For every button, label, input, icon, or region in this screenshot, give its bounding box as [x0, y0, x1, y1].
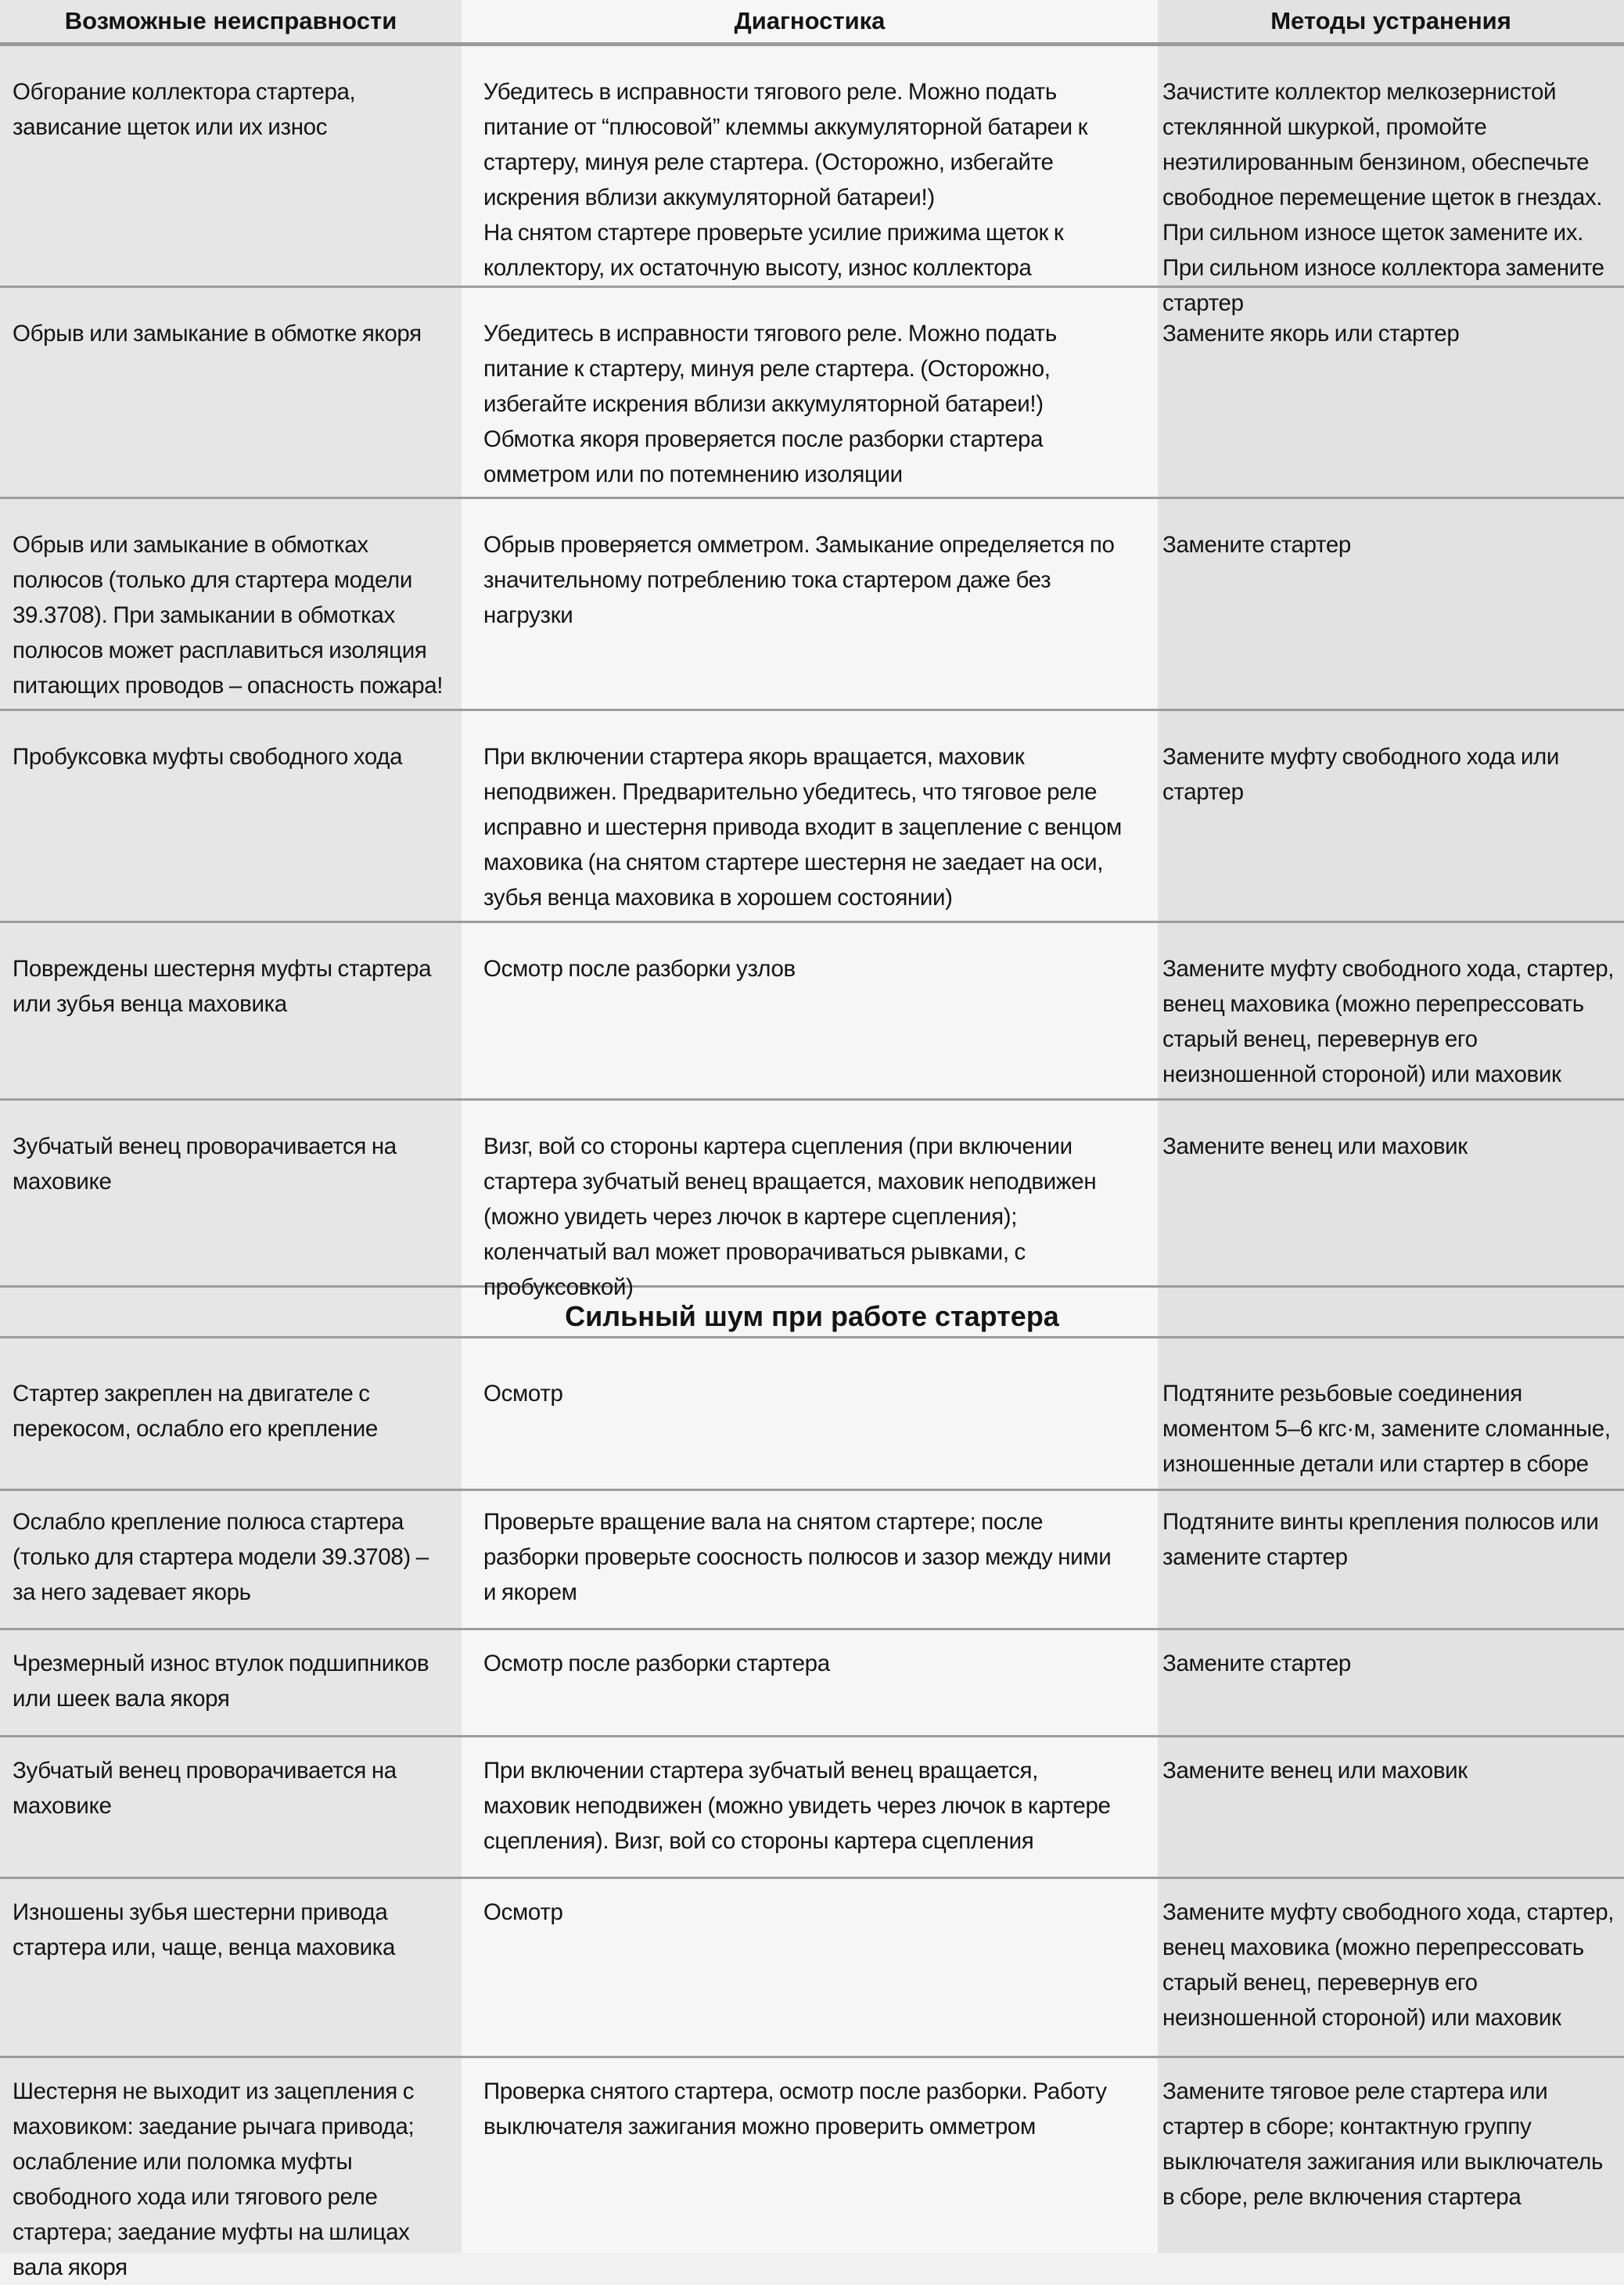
diagnosis-paragraph: Осмотр	[483, 1381, 563, 1407]
diagnosis-cell	[483, 2074, 1122, 2144]
table-row	[0, 46, 1624, 316]
remedy-cell: Замените тяговое реле стартера или стартер в сборе; контактную группу выключателя зажигания или выключатель в сборе, реле включения стартера	[1162, 2078, 1604, 2210]
remedy-cell: Подтяните винты крепления полюсов или замените стартер	[1162, 1509, 1599, 1570]
fault-cell: Зубчатый венец проворачивается на маховике	[13, 1134, 397, 1195]
table-row	[0, 1101, 1624, 1300]
table-header	[0, 0, 1624, 46]
fault-cell: Обгорание коллектора стартера, зависание щеток или их износ	[13, 79, 356, 140]
remedy-cell: Замените муфту свободного хода, стартер, венец маховика (можно перепрессовать старый венец, перевернув его неизношенной стороной) или маховик	[1162, 1899, 1615, 2031]
diagnosis-paragraph: Убедитесь в исправности тягового реле. Можно подать питание от “плюсовой” клеммы аккумуляторной батареи к стартеру, минуя реле стартера. (Осторожно, избегайте искрения вблизи аккумуляторной батареи!)	[483, 79, 1088, 210]
fault-cell: Обрыв или замыкание в обмотках полюсов (только для стартера модели 39.3708). При замыкании в обмотках полюсов может расплавиться изоляция питающих проводов – опасность пожара!	[13, 532, 444, 699]
remedy-cell: Подтяните резьбовые соединения моментом 5–6 кгс·м, замените сломанные, изношенные детали или стартер в сборе	[1162, 1381, 1611, 1477]
diagnosis-paragraph: Осмотр после разборки стартера	[483, 1651, 830, 1676]
diagnosis-paragraph: Осмотр	[483, 1899, 563, 1925]
remedy-cell: Замените венец или маховик	[1162, 1134, 1468, 1159]
table-row	[0, 1737, 1624, 1879]
header-faults: Возможные неисправности	[64, 7, 397, 34]
diagnosis-cell	[483, 1376, 1122, 1411]
diagnosis-cell	[483, 1504, 1122, 1610]
diagnosis-cell	[483, 1646, 1122, 1681]
diagnosis-paragraph: Проверка снятого стартера, осмотр после разборки. Работу выключателя зажигания можно проверить омметром	[483, 2078, 1107, 2139]
diagnosis-paragraph: Обмотка якоря проверяется после разборки стартера омметром или по потемнению изоляции	[483, 426, 1044, 487]
diagnosis-cell	[483, 527, 1122, 633]
fault-cell: Зубчатый венец проворачивается на маховике	[13, 1758, 397, 1819]
diagnosis-paragraph: Убедитесь в исправности тягового реле. Можно подать питание к стартеру, минуя реле стартера. (Осторожно, избегайте искрения вблизи аккумуляторной батареи!)	[483, 321, 1057, 417]
table-row	[0, 711, 1624, 923]
remedy-cell: Зачистите коллектор мелкозернистой стеклянной шкуркой, промойте неэтилированным бензином, обеспечьте свободное перемещение щеток в гнездах. При сильном износе щеток замените их. При сильном износе коллектора замените стартер	[1162, 79, 1604, 316]
remedy-cell: Замените якорь или стартер	[1162, 321, 1460, 347]
diagnosis-paragraph: При включении стартера зубчатый венец вращается, маховик неподвижен (можно увидеть через лючок в картере сцепления). Визг, вой со стороны картера сцепления	[483, 1758, 1111, 1854]
table-row	[0, 1336, 1624, 1491]
diagnosis-paragraph: Визг, вой со стороны картера сцепления (при включении стартера зубчатый венец вращается, маховик неподвижен (можно увидеть через лючок в картере сцепления); коленчатый вал может проворачиваться рывками, с пробуксовкой)	[483, 1134, 1097, 1300]
diagnosis-cell	[483, 739, 1122, 915]
fault-cell: Повреждены шестерня муфты стартера или зубья венца маховика	[13, 956, 432, 1017]
fault-cell: Обрыв или замыкание в обмотке якоря	[13, 321, 422, 347]
remedy-cell: Замените стартер	[1162, 532, 1351, 558]
header-diagnosis: Диагностика	[734, 7, 886, 34]
fault-cell: Ослабло крепление полюса стартера (только для стартера модели 39.3708) – за него задевает якорь	[13, 1509, 429, 1605]
remedy-cell: Замените муфту свободного хода, стартер, венец маховика (можно перепрессовать старый венец, перевернув его неизношенной стороной) или маховик	[1162, 956, 1615, 1087]
table-row	[0, 1630, 1624, 1737]
table-row	[0, 1879, 1624, 2058]
diagnosis-paragraph: При включении стартера якорь вращается, маховик неподвижен. Предварительно убедитесь, что тяговое реле исправно и шестерня привода входит в зацепление с венцом маховика (на снятом стартере шестерня не заедает на оси, зубья венца маховика в хорошем состоянии)	[483, 744, 1122, 911]
diagnosis-paragraph: Проверьте вращение вала на снятом стартере; после разборки проверьте соосность полюсов и зазор между ними и якорем	[483, 1509, 1112, 1605]
fault-cell: Стартер закреплен на двигателе с перекосом, ослабло его крепление	[13, 1381, 378, 1442]
diagnosis-paragraph: Осмотр после разборки узлов	[483, 956, 796, 982]
section-title: Сильный шум при работе стартера	[565, 1300, 1059, 1332]
diagnosis-cell	[483, 951, 1122, 986]
fault-cell: Изношены зубья шестерни привода стартера или, чаще, венца маховика	[13, 1899, 396, 1960]
diagnosis-cell	[483, 1129, 1122, 1305]
table-row	[0, 1489, 1624, 1630]
diagnosis-paragraph: На снятом стартере проверьте усилие прижима щеток к коллектору, их остаточную высоту, износ коллектора	[483, 220, 1064, 281]
fault-cell: Пробуксовка муфты свободного хода	[13, 744, 403, 770]
table-row	[0, 288, 1624, 499]
header-remedies: Методы устранения	[1270, 7, 1511, 34]
remedy-cell: Замените стартер	[1162, 1651, 1351, 1676]
table-row	[0, 499, 1624, 711]
table-row	[0, 923, 1624, 1101]
fault-cell: Шестерня не выходит из зацепления с маховиком: заедание рычага привода; ослабление или поломка муфты свободного хода или тягового реле стартера; заедание муфты на шлицах вала якоря	[13, 2078, 415, 2280]
remedy-cell: Замените муфту свободного хода или стартер	[1162, 744, 1559, 805]
diagnosis-cell	[483, 1895, 1122, 1930]
remedy-cell: Замените венец или маховик	[1162, 1758, 1468, 1784]
diagnosis-cell	[483, 74, 1122, 286]
table-row	[0, 2058, 1624, 2280]
diagnosis-paragraph: Обрыв проверяется омметром. Замыкание определяется по значительному потреблению тока стартером даже без нагрузки	[483, 532, 1115, 628]
diagnosis-cell	[483, 316, 1122, 492]
fault-cell: Чрезмерный износ втулок подшипников или шеек вала якоря	[13, 1651, 429, 1712]
diagnosis-cell	[483, 1753, 1122, 1859]
